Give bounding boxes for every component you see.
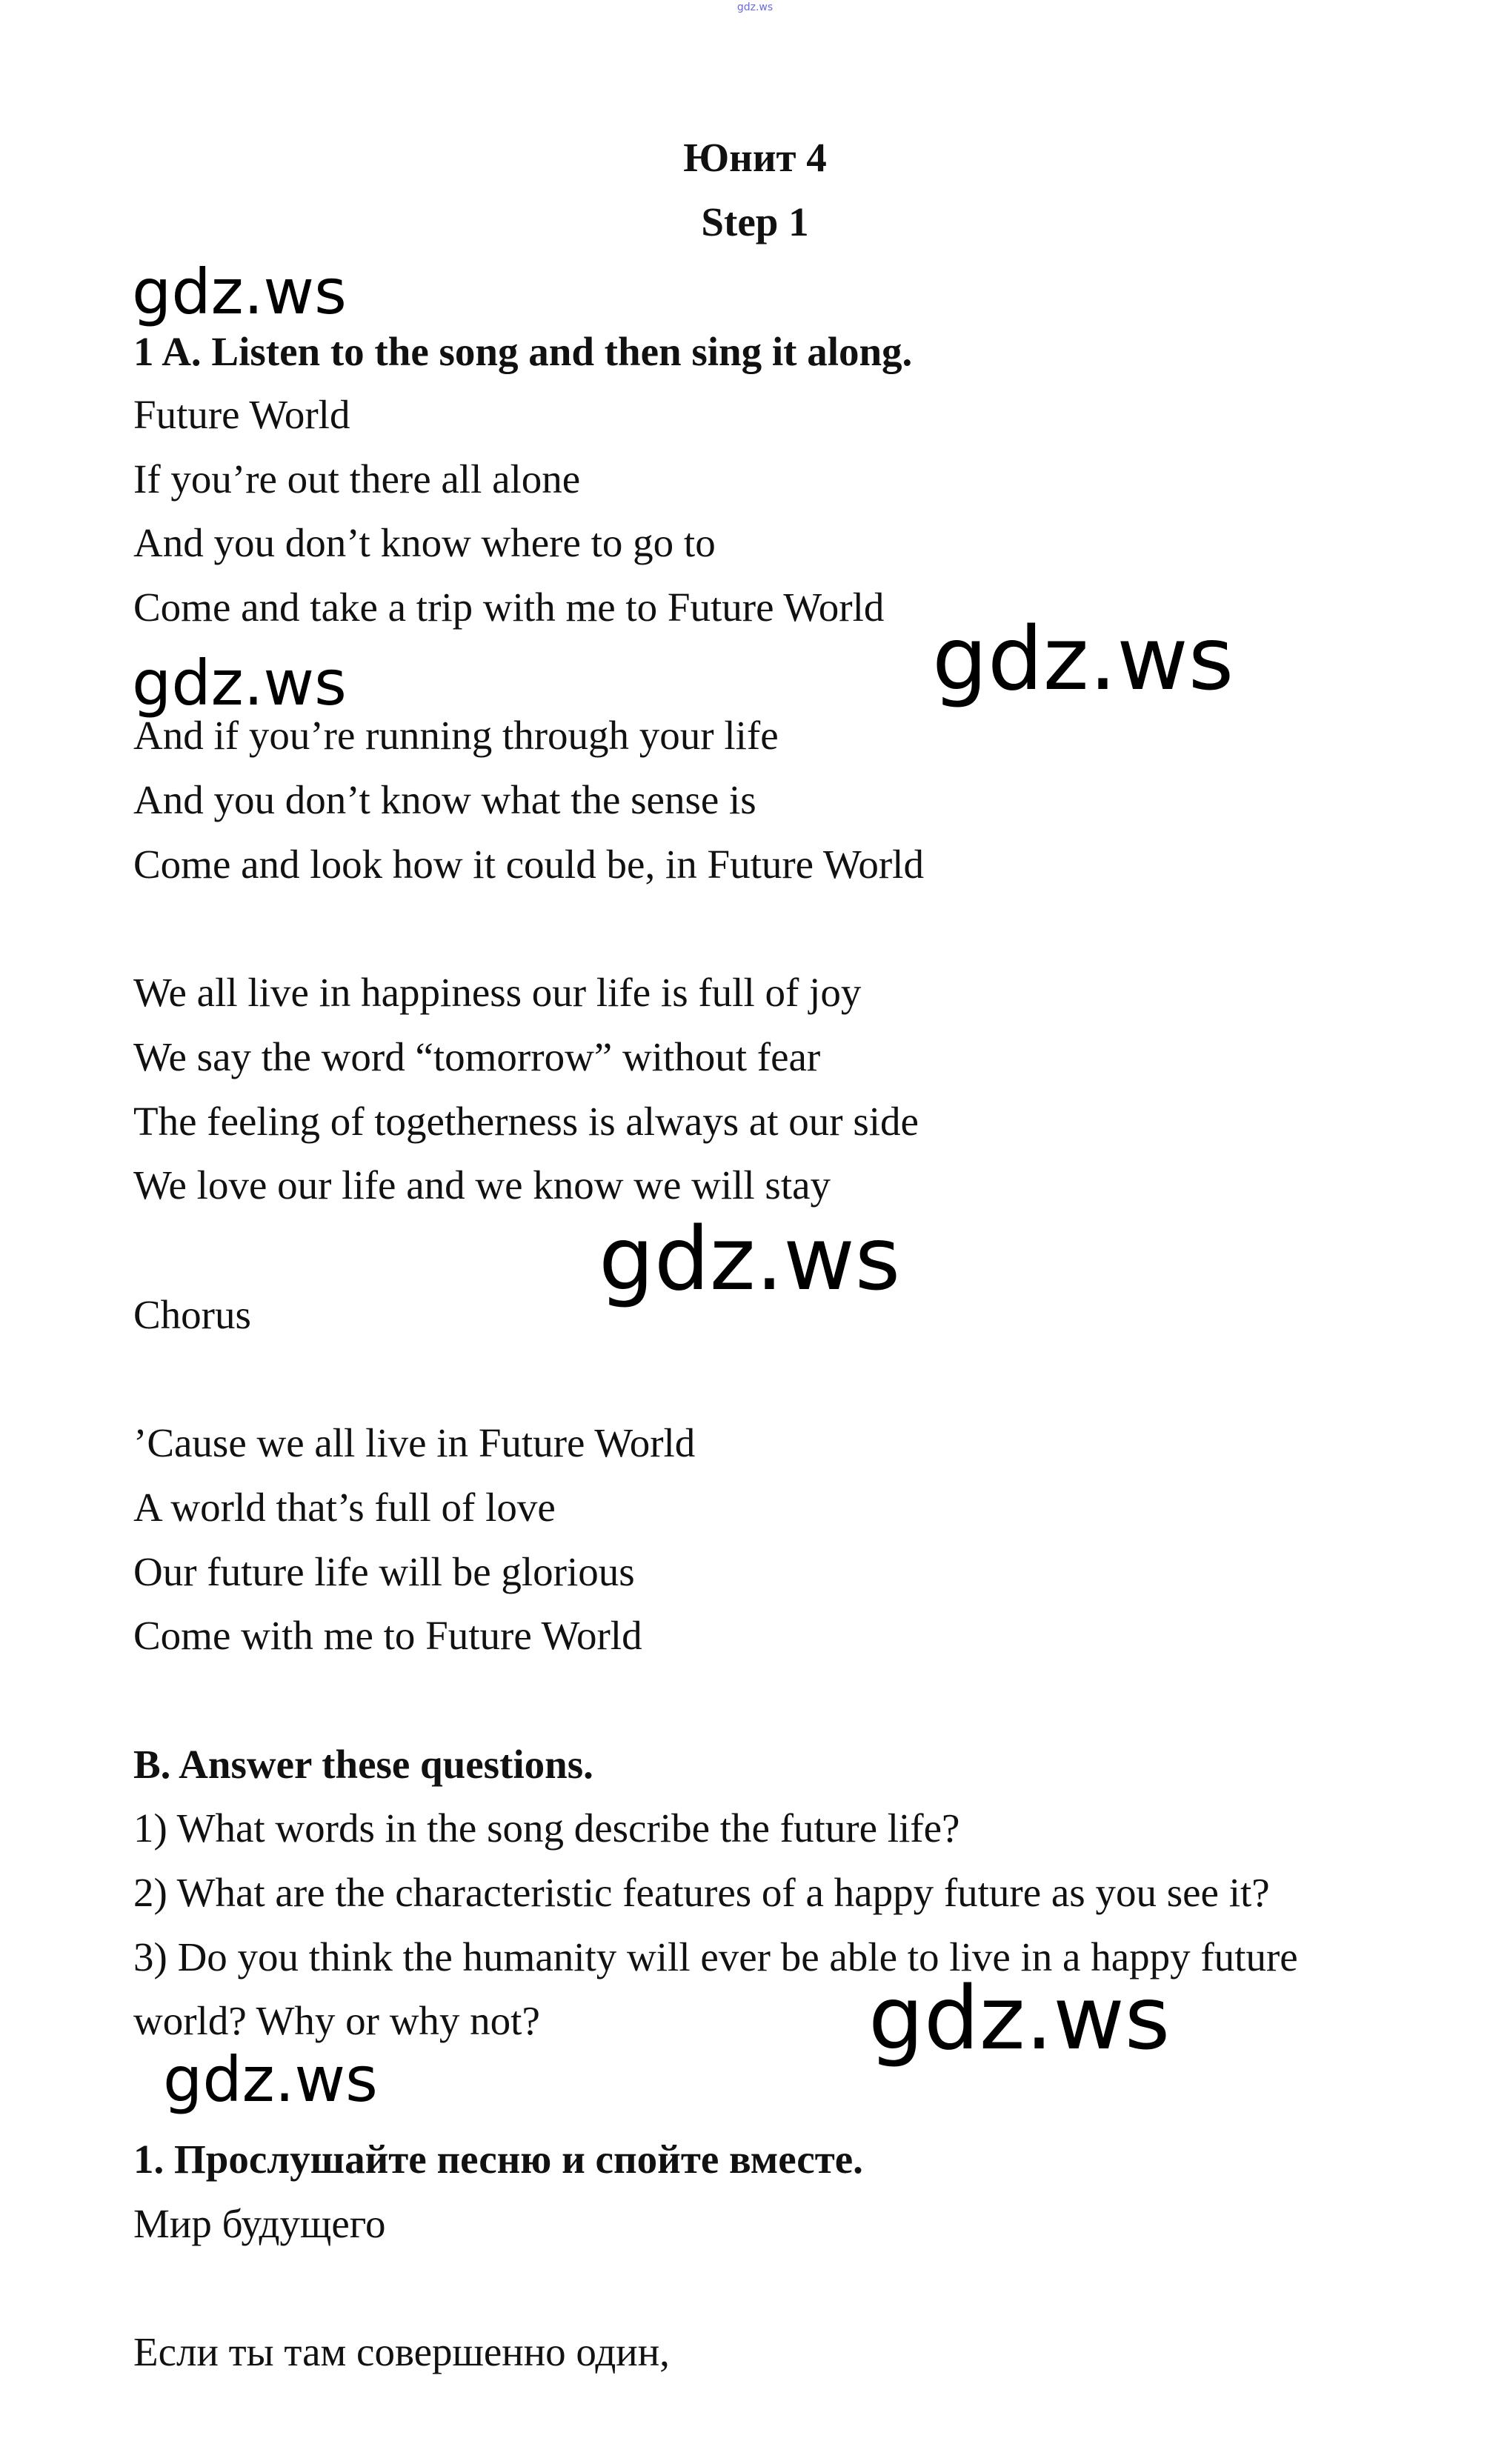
watermark: gdz.ws <box>132 647 347 719</box>
translation-title: 1. Прослушайте песню и спойте вместе. <box>133 2137 863 2182</box>
translation-song-title: Мир будущего <box>133 2201 386 2246</box>
song-line: ’Cause we all live in Future World <box>133 1420 696 1465</box>
question-line: 2) What are the characteristic features of a happy future as you see it? <box>133 1870 1270 1915</box>
song-line: A world that’s full of love <box>133 1485 556 1530</box>
song-line: And you don’t know what the sense is <box>133 777 756 822</box>
question-line: world? Why or why not? <box>133 1998 540 2043</box>
song-line: We say the word “tomorrow” without fear <box>133 1034 821 1079</box>
task-a-title: 1 A. Listen to the song and then sing it along. <box>133 329 913 374</box>
song-line: Come and take a trip with me to Future World <box>133 585 885 630</box>
top-watermark: gdz.ws <box>736 1 774 13</box>
watermark: gdz.ws <box>868 1967 1171 2069</box>
song-line: We all live in happiness our life is full of joy <box>133 970 862 1015</box>
song-line: Come and look how it could be, in Future World <box>133 842 924 887</box>
watermark: gdz.ws <box>599 1208 901 1310</box>
song-line: Our future life will be glorious <box>133 1549 635 1594</box>
song-line: We love our life and we know we will stay <box>133 1162 831 1208</box>
unit-heading: Юнит 4 <box>683 135 827 180</box>
question-line: 3) Do you think the humanity will ever be able to live in a happy future <box>133 1934 1298 1979</box>
song-line: The feeling of togetherness is always at our side <box>133 1099 919 1144</box>
watermark: gdz.ws <box>132 256 347 328</box>
chorus-label: Chorus <box>133 1292 251 1337</box>
step-heading: Step 1 <box>701 199 809 244</box>
song-title: Future World <box>133 392 350 437</box>
question-line: 1) What words in the song describe the future life? <box>133 1805 960 1851</box>
song-line: If you’re out there all alone <box>133 456 581 502</box>
song-line: Come with me to Future World <box>133 1613 642 1658</box>
translation-line: Если ты там совершенно один, <box>133 2329 670 2374</box>
task-b-title: B. Answer these questions. <box>133 1742 593 1787</box>
song-line: And you don’t know where to go to <box>133 520 716 565</box>
watermark: gdz.ws <box>163 2043 378 2116</box>
song-line: And if you’re running through your life <box>133 713 779 758</box>
watermark: gdz.ws <box>932 607 1234 710</box>
